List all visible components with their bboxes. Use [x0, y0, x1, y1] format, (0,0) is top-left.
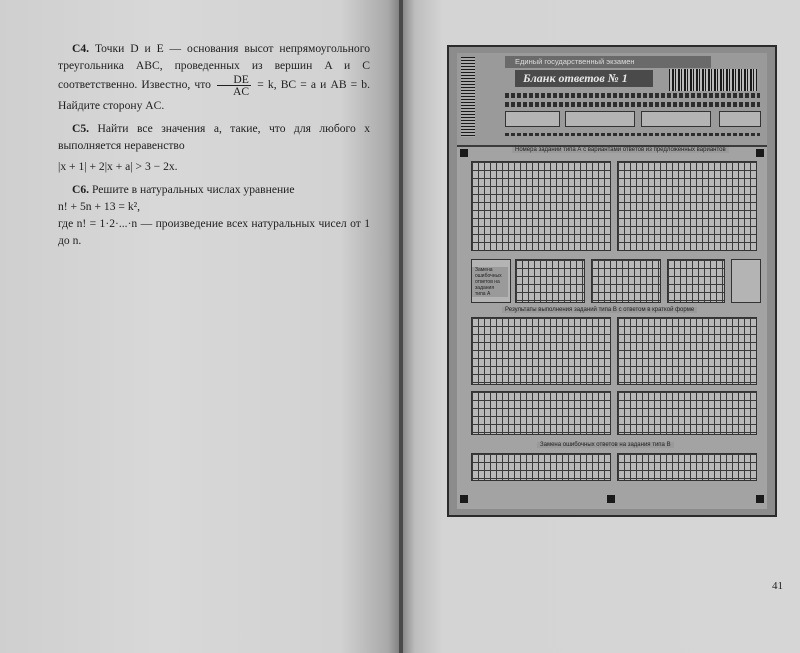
fraction	[217, 74, 251, 97]
vertical-barcode	[461, 57, 475, 137]
answers-a-grid-right	[617, 161, 757, 251]
corner-mark	[607, 495, 615, 503]
answers-a-grid-left	[471, 161, 611, 251]
answers-b-grid-4	[617, 391, 757, 435]
problem-text: Точки D и E — основания высот непрямоугольного треугольника ABC, проведенных из вершин A и C соответственно. Известно, что	[58, 42, 370, 92]
corner-mark	[756, 495, 764, 503]
replace-a-grid-1	[515, 259, 585, 303]
corner-mark	[756, 149, 764, 157]
problem-c6-note: где n! = 1·2·...·n — произведение всех натуральных чисел от 1 до n.	[58, 217, 370, 247]
signature-box	[641, 111, 711, 127]
answers-b-grid-2	[617, 317, 757, 385]
region-box	[505, 111, 560, 127]
problem-id: C4.	[72, 42, 90, 55]
answer-sheet	[457, 53, 767, 509]
corner-mark	[460, 495, 468, 503]
replace-a-grid-3	[667, 259, 725, 303]
replace-b-grid-1	[471, 453, 611, 481]
replace-a-grid-2	[591, 259, 661, 303]
problem-text: Найти все значения a, такие, что для любого x выполняется неравенство	[58, 122, 370, 152]
formula-c5: |x + 1| + 2|x + a| > 3 − 2x.	[58, 160, 178, 173]
answers-b-grid-3	[471, 391, 611, 435]
replace-a-label: Замена ошибочных ответов на задания типа А	[472, 267, 508, 297]
reserve-box	[719, 111, 761, 127]
problem-id: C5.	[72, 122, 90, 135]
form-title: Бланк ответов № 1	[515, 70, 653, 87]
problem-text: Решите в натуральных числах уравнение	[91, 183, 295, 196]
code-box	[565, 111, 635, 127]
replace-b-grid-2	[617, 453, 757, 481]
problem-c5	[58, 120, 370, 154]
reserve-box-side	[731, 259, 761, 303]
formula-c6: n! + 5n + 13 = k²,	[58, 200, 141, 213]
instruction-line	[505, 133, 760, 136]
alphabet-row	[505, 93, 760, 98]
fraction-numerator: DE	[217, 74, 251, 86]
barcode	[669, 69, 757, 91]
problems-block	[58, 40, 370, 249]
section-b-title: Результаты выполнения заданий типа В с ответом в краткой форме	[502, 307, 697, 313]
problem-text-cont: = k, BC = a и AB = b. Найдите сторону AC.	[58, 78, 370, 112]
answer-sheet-scan	[447, 45, 777, 517]
page-number: 41	[772, 580, 783, 592]
exam-header: Единый государственный экзамен	[505, 56, 711, 68]
sheet-header	[457, 53, 767, 147]
problem-c4	[58, 40, 370, 114]
fraction-denominator: AC	[233, 85, 250, 98]
section-a-title: Номера заданий типа А с вариантами ответов из предложенных вариантов	[512, 147, 729, 153]
problem-id: C6.	[72, 183, 90, 196]
section-b-replace-title: Замена ошибочных ответов на задания типа В	[537, 442, 674, 448]
alphabet-row	[505, 102, 760, 107]
corner-mark	[460, 149, 468, 157]
answers-b-grid-1	[471, 317, 611, 385]
problem-c6	[58, 181, 370, 198]
